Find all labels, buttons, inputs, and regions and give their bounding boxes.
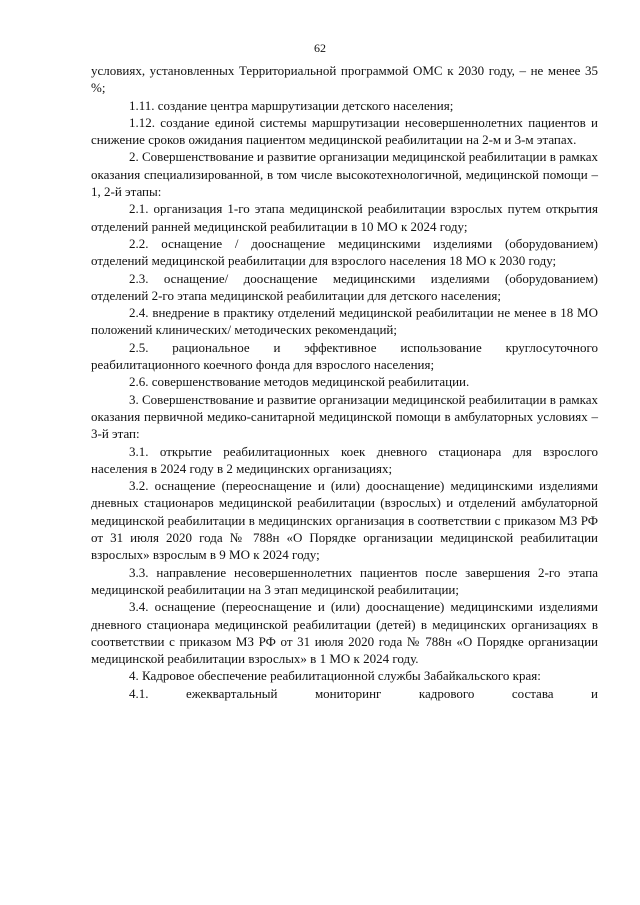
- paragraph-section-2: 2. Совершенствование и развитие организации медицинской реабилитации в рамках оказания специализированной, в том числе высокотехнологичной, медицинской помощи – 1, 2-й этапы:: [91, 149, 598, 200]
- paragraph-1-11: 1.11. создание центра маршрутизации детского населения;: [129, 97, 454, 113]
- paragraph-4-1: 4.1. ежеквартальный мониторинг кадрового состава и: [129, 685, 598, 701]
- paragraph-3-2: 3.2. оснащение (переоснащение и (или) дооснащение) медицинскими изделиями дневных стационаров медицинской реабилитации (взрослых) и отделений амбулаторной медицинской реабилитации в медицинских организация в соответствии с приказом МЗ РФ от 31 июля 2020 года № 788н «О Порядке организации медицинской реабилитации взрослых» взрослым в 9 МО к 2024 году;: [91, 478, 598, 563]
- paragraph-section-4: 4. Кадровое обеспечение реабилитационной службы Забайкальского края:: [129, 668, 541, 684]
- paragraph-2-1: 2.1. организация 1-го этапа медицинской реабилитации взрослых путем открытия отделений ранней медицинской реабилитации в 10 МО к 2024 году;: [91, 201, 598, 234]
- paragraph-2-3: 2.3. оснащение/ дооснащение медицинскими изделиями (оборудованием) отделений 2-го этапа медицинской реабилитации для детского населения;: [91, 270, 598, 303]
- page-number: 62: [314, 41, 326, 55]
- paragraph-3-3: 3.3. направление несовершеннолетних пациентов после завершения 2-го этапа медицинской реабилитации на 3 этап медицинской реабилитации;: [91, 564, 598, 597]
- document-body: [91, 62, 598, 702]
- paragraph-section-3: 3. Совершенствование и развитие организации медицинской реабилитации в рамках оказания первичной медико-санитарной медицинской помощи в амбулаторных условиях – 3-й этап:: [91, 391, 598, 442]
- paragraph-continuation: условиях, установленных Территориальной программой ОМС к 2030 году, – не менее 35 %;: [91, 63, 598, 96]
- paragraph-3-1: 3.1. открытие реабилитационных коек дневного стационара для взрослого населения в 2024 году в 2 медицинских организациях;: [91, 443, 598, 476]
- paragraph-2-5: 2.5. рациональное и эффективное использование круглосуточного реабилитационного коечного фонда для взрослого населения;: [91, 339, 598, 373]
- paragraph-1-12: 1.12. создание единой системы маршрутизации несовершеннолетних пациентов и снижение сроков ожидания пациентом медицинской реабилитации на 2-м и 3-м этапах.: [91, 114, 598, 148]
- paragraph-3-4: 3.4. оснащение (переоснащение и (или) дооснащение) медицинскими изделиями дневного стационара медицинской реабилитации (детей) в медицинских организациях в соответствии с приказом МЗ РФ от 31 июля 2020 года № 788н «О Порядке организации медицинской реабилитации взрослых» в 1 МО к 2024 году.: [91, 599, 598, 667]
- paragraph-2-4: 2.4. внедрение в практику отделений медицинской реабилитации не менее в 18 МО положений клинических/ методических рекомендаций;: [91, 305, 598, 338]
- paragraph-2-6: 2.6. совершенствование методов медицинской реабилитации.: [129, 374, 470, 390]
- paragraph-2-2: 2.2. оснащение / дооснащение медицинскими изделиями (оборудованием) отделений медицинской реабилитации для взрослого населения 18 МО к 2030 году;: [91, 235, 598, 269]
